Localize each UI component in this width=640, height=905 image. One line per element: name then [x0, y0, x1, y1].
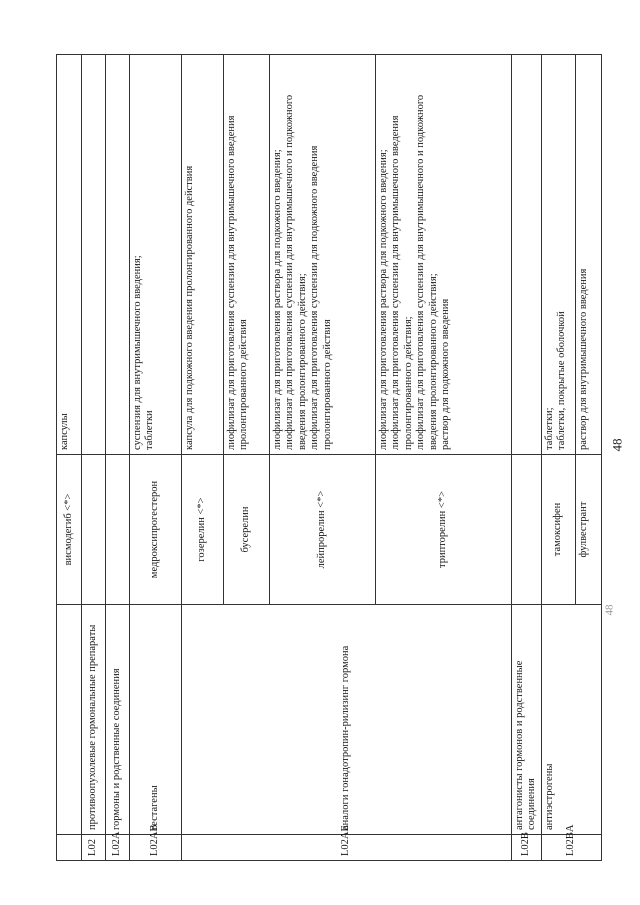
dosage-form-cell: лиофилизат для приготовления раствора для подкожного введения; лиофилизат для приготовления суспензии для внутримышечного и подкожного введения пролонгированного действия; лиофилизат для приготовления суспензии для подкожного введения пролонгированного действия	[270, 55, 376, 455]
drug-name-cell: лейпрорелин <*>	[270, 455, 376, 605]
table-cell-name	[57, 605, 82, 835]
atc-code-cell: L02B	[512, 835, 542, 861]
dosage-form-cell: раствор для внутримышечного введения	[575, 55, 601, 455]
atc-code-cell: L02AB	[130, 835, 182, 861]
dosage-form-cell: капсула для подкожного введения пролонгированного действия	[182, 55, 224, 455]
dosage-form-cell: таблетки; таблетки, покрытые оболочкой	[541, 55, 575, 455]
atc-group-cell: аналоги гонадотропин-рилизинг гормона	[182, 605, 512, 835]
table-row	[106, 55, 130, 861]
atc-code-cell: L02BA	[541, 835, 601, 861]
drug-name-cell: фулвестрант	[575, 455, 601, 605]
drug-name-cell: бусерелин	[224, 455, 270, 605]
table-row	[130, 55, 182, 861]
dosage-form-cell: капсулы	[57, 55, 82, 455]
atc-group-cell: антагонисты гормонов и родственные соединения	[512, 605, 542, 835]
drug-table	[56, 54, 602, 861]
dosage-form-cell	[512, 55, 542, 455]
drug-name-cell: медроксипрогестерон	[130, 455, 182, 605]
dosage-form-cell: суспензия для внутримышечного введения; таблетки	[130, 55, 182, 455]
table-row	[541, 55, 575, 861]
atc-group-cell: гормоны и родственные соединения	[106, 605, 130, 835]
dosage-form-cell	[82, 55, 106, 455]
atc-group-cell: гестагены	[130, 605, 182, 835]
atc-code-cell: L02	[82, 835, 106, 861]
faint-page-stamp: 48	[603, 604, 616, 616]
drug-name-cell: гозерелин <*>	[182, 455, 224, 605]
atc-code-cell: L02AE	[182, 835, 512, 861]
table-row	[182, 55, 224, 861]
dosage-form-cell: лиофилизат для приготовления суспензии для внутримышечного введения пролонгированного действия	[224, 55, 270, 455]
rotated-table-page	[56, 55, 589, 861]
drug-name-cell	[512, 455, 542, 605]
atc-group-cell: противоопухолевые гормональные препараты	[82, 605, 106, 835]
drug-name-cell: висмодегиб <*>	[57, 455, 82, 605]
page-number: 48	[609, 438, 625, 452]
dosage-form-cell	[106, 55, 130, 455]
table-row	[82, 55, 106, 861]
table-cell-code	[57, 835, 82, 861]
drug-name-cell	[82, 455, 106, 605]
dosage-form-cell: лиофилизат для приготовления раствора для подкожного введения; лиофилизат для приготовления суспензии для внутримышечного введения пролонгированного действия; лиофилизат для приготовления суспензии для внутримышечного и подкожного введения пролонгированного действия; раствор для подкожного введения	[376, 55, 512, 455]
drug-name-cell	[106, 455, 130, 605]
table-row	[57, 55, 82, 861]
table-row	[512, 55, 542, 861]
drug-name-cell: трипторелин <*>	[376, 455, 512, 605]
drug-name-cell: тамоксифен	[541, 455, 575, 605]
atc-code-cell: L02A	[106, 835, 130, 861]
atc-group-cell: антиэстрогены	[541, 605, 601, 835]
